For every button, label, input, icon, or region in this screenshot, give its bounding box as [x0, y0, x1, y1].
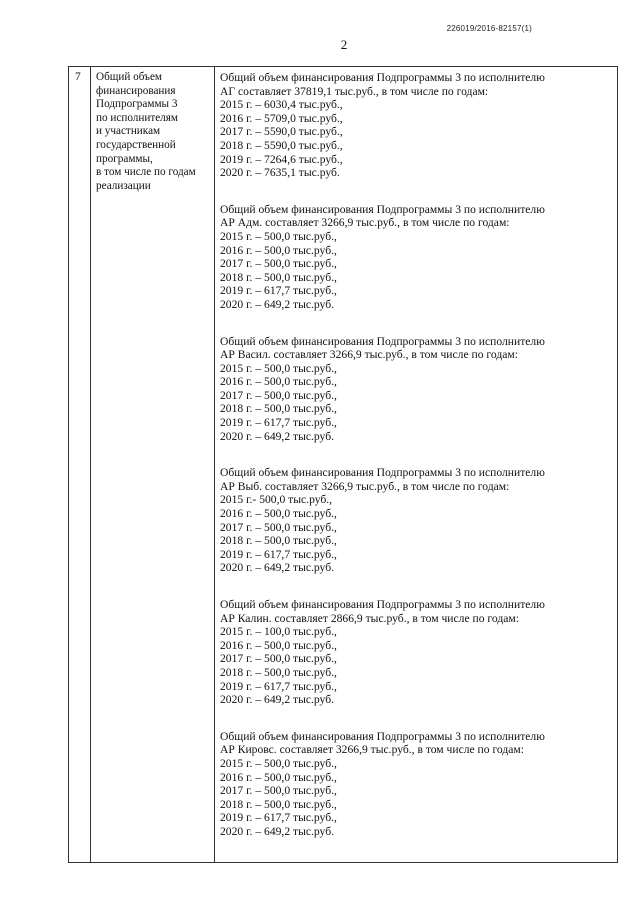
- financing-block-ar-vasil: [220, 335, 613, 444]
- year-line: 2018 г. – 500,0 тыс.руб.,: [220, 270, 337, 284]
- year-line: 2018 г. – 500,0 тыс.руб.,: [220, 534, 337, 548]
- block-intro-line: АР Кировс. составляет 3266,9 тыс.руб., в том числе по годам:: [220, 743, 524, 757]
- label-line: в том числе по годам: [96, 166, 196, 179]
- year-line: 2019 г. – 617,7 тыс.руб.,: [220, 284, 337, 298]
- year-line: 2020 г. – 7635,1 тыс.руб.: [220, 166, 340, 180]
- row-content-cell: [215, 67, 618, 863]
- year-line: 2020 г. – 649,2 тыс.руб.: [220, 429, 334, 443]
- label-line: Общий объем: [96, 71, 162, 83]
- year-line: 2018 г. – 5590,0 тыс.руб.,: [220, 138, 343, 152]
- year-line: 2015 г. – 500,0 тыс.руб.,: [220, 361, 337, 375]
- year-line: 2020 г. – 649,2 тыс.руб.: [220, 561, 334, 575]
- year-line: 2017 г. – 500,0 тыс.руб.,: [220, 520, 337, 534]
- year-line: 2018 г. – 500,0 тыс.руб.,: [220, 797, 337, 811]
- row-label-cell: [91, 67, 215, 863]
- year-line: 2018 г. – 500,0 тыс.руб.,: [220, 402, 337, 416]
- year-line: 2016 г. – 5709,0 тыс.руб.,: [220, 111, 343, 125]
- block-intro-line: Общий объем финансирования Подпрограммы 3 по исполнителю: [220, 466, 545, 480]
- financing-block-ar-vyb: [220, 466, 613, 575]
- financing-block-ar-adm: [220, 203, 613, 312]
- financing-block-ar-kalin: [220, 598, 613, 707]
- year-line: 2017 г. – 500,0 тыс.руб.,: [220, 652, 337, 666]
- label-line: финансирования: [96, 84, 176, 97]
- year-line: 2015 г. – 100,0 тыс.руб.,: [220, 625, 337, 639]
- financing-table: [68, 66, 618, 863]
- year-line: 2016 г. – 500,0 тыс.руб.,: [220, 243, 337, 257]
- block-intro-line: Общий объем финансирования Подпрограммы 3 по исполнителю: [220, 202, 545, 216]
- year-line: 2016 г. – 500,0 тыс.руб.,: [220, 638, 337, 652]
- row-number: 7: [75, 71, 81, 83]
- page-number: 2: [340, 37, 348, 52]
- year-line: 2019 г. – 617,7 тыс.руб.,: [220, 416, 337, 430]
- year-line: 2018 г. – 500,0 тыс.руб.,: [220, 665, 337, 679]
- year-line: 2017 г. – 500,0 тыс.руб.,: [220, 784, 337, 798]
- block-intro-line: АР Калин. составляет 2866,9 тыс.руб., в том числе по годам:: [220, 611, 519, 625]
- year-line: 2015 г. – 500,0 тыс.руб.,: [220, 756, 337, 770]
- label-line: государственной: [96, 138, 176, 151]
- block-intro-line: АР Адм. составляет 3266,9 тыс.руб., в том числе по годам:: [220, 216, 510, 230]
- block-intro-line: Общий объем финансирования Подпрограммы 3 по исполнителю: [220, 334, 545, 348]
- year-line: 2020 г. – 649,2 тыс.руб.: [220, 297, 334, 311]
- label-line: и участникам: [96, 125, 161, 138]
- year-line: 2015 г. – 500,0 тыс.руб.,: [220, 229, 337, 243]
- year-line: 2015 г. – 6030,4 тыс.руб.,: [220, 98, 343, 112]
- year-line: 2020 г. – 649,2 тыс.руб.: [220, 824, 334, 838]
- document-id: 226019/2016-82157(1): [446, 24, 532, 33]
- year-line: 2019 г. – 617,7 тыс.руб.,: [220, 679, 337, 693]
- block-intro-line: АР Васил. составляет 3266,9 тыс.руб., в том числе по годам:: [220, 348, 518, 362]
- year-line: 2016 г. – 500,0 тыс.руб.,: [220, 375, 337, 389]
- year-line: 2017 г. – 500,0 тыс.руб.,: [220, 388, 337, 402]
- year-line: 2019 г. – 617,7 тыс.руб.,: [220, 811, 337, 825]
- label-line: Подпрограммы 3: [96, 98, 178, 111]
- year-line: 2020 г. – 649,2 тыс.руб.: [220, 693, 334, 707]
- label-line: программы,: [96, 152, 153, 165]
- label-line: по исполнителям: [96, 111, 178, 124]
- year-line: 2017 г. – 500,0 тыс.руб.,: [220, 257, 337, 271]
- year-line: 2019 г. – 617,7 тыс.руб.,: [220, 547, 337, 561]
- year-line: 2019 г. – 7264,6 тыс.руб.,: [220, 152, 343, 166]
- table-row: [69, 67, 618, 863]
- financing-block-ag: [220, 71, 613, 180]
- year-line: 2017 г. – 5590,0 тыс.руб.,: [220, 125, 343, 139]
- year-line: 2016 г. – 500,0 тыс.руб.,: [220, 507, 337, 521]
- block-intro-line: Общий объем финансирования Подпрограммы 3 по исполнителю: [220, 71, 545, 84]
- year-line: 2015 г.- 500,0 тыс.руб.,: [220, 493, 333, 507]
- label-line: реализации: [96, 179, 151, 192]
- block-intro-line: Общий объем финансирования Подпрограммы 3 по исполнителю: [220, 598, 545, 611]
- block-intro-line: АГ составляет 37819,1 тыс.руб., в том числе по годам:: [220, 84, 489, 98]
- row-number-cell: [69, 67, 91, 863]
- block-intro-line: АР Выб. составляет 3266,9 тыс.руб., в том числе по годам:: [220, 479, 510, 493]
- block-intro-line: Общий объем финансирования Подпрограммы 3 по исполнителю: [220, 729, 545, 743]
- financing-block-ar-kirovs: [220, 730, 613, 839]
- year-line: 2016 г. – 500,0 тыс.руб.,: [220, 770, 337, 784]
